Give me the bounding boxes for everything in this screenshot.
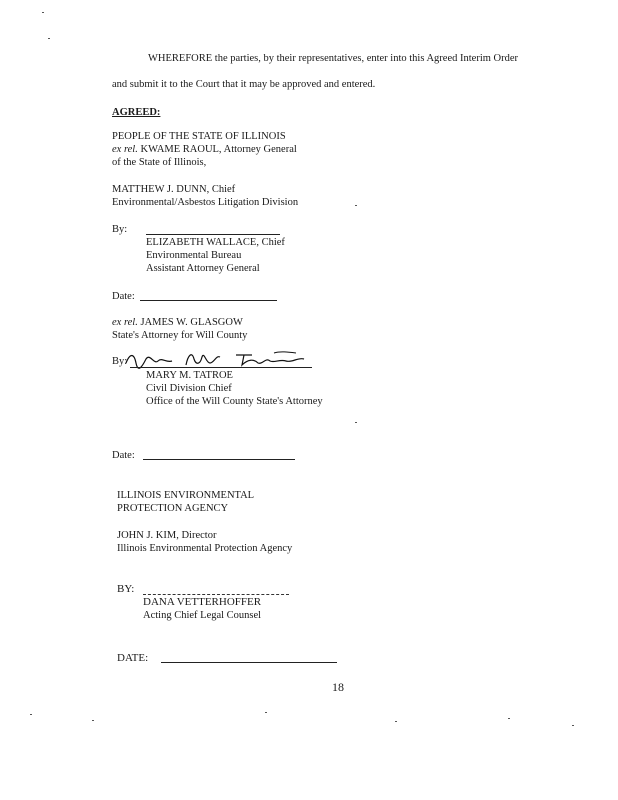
scan-speck (355, 422, 357, 423)
scan-speck (265, 712, 267, 713)
intro-line-2: and submit it to the Court that it may be approved and entered. (112, 79, 376, 90)
vetterhoffer-line-2: Acting Chief Legal Counsel (143, 610, 262, 621)
scan-speck (42, 12, 44, 13)
scan-speck (355, 205, 357, 206)
tatroe-line-3: Office of the Will County State's Attorney (146, 396, 323, 407)
scan-speck (508, 718, 510, 719)
people-line-1: PEOPLE OF THE STATE OF ILLINOIS (112, 131, 286, 142)
date-label: Date: (112, 291, 135, 302)
people-line-2 (112, 143, 297, 157)
date-line-3 (161, 662, 337, 663)
by-label-3: BY: (117, 583, 135, 595)
iepa-line-1: ILLINOIS ENVIRONMENTAL (117, 490, 255, 501)
signature-line-wallace (146, 234, 280, 235)
people-line-3: of the State of Illinois, (112, 157, 207, 168)
scan-speck (48, 38, 50, 39)
wallace-line-1: ELIZABETH WALLACE, Chief (146, 237, 285, 248)
vetterhoffer-line-1: DANA VETTERHOFFER (143, 596, 262, 608)
iepa-line-2: PROTECTION AGENCY (117, 503, 229, 514)
date-line-2 (143, 459, 295, 460)
signature-line-vetterhoffer (143, 594, 289, 595)
scan-speck (395, 721, 397, 722)
intro-line-1: WHEREFORE the parties, by their representatives, enter into this Agreed Interim Order (148, 53, 519, 64)
scan-speck (92, 720, 94, 721)
page-number: 18 (332, 680, 344, 694)
exrel-text-2: ex rel. (112, 317, 138, 328)
wallace-line-2: Environmental Bureau (146, 250, 242, 261)
kim-line-1: JOHN J. KIM, Director (117, 530, 217, 541)
scan-speck (30, 714, 32, 715)
by-label-2: By: (112, 356, 128, 367)
agreed-heading: AGREED: (112, 107, 161, 118)
by-label: By: (112, 224, 128, 235)
date-label-2: Date: (112, 450, 135, 461)
tatroe-line-2: Civil Division Chief (146, 383, 232, 394)
glasgow-line-2: State's Attorney for Will County (112, 330, 248, 341)
dunn-line-2: Environmental/Asbestos Litigation Division (112, 197, 299, 208)
wallace-line-3: Assistant Attorney General (146, 263, 260, 274)
glasgow-line-1-rest: JAMES W. GLASGOW (137, 317, 243, 328)
signature-line-tatroe (130, 367, 312, 368)
scan-speck (572, 725, 574, 726)
tatroe-line-1: MARY M. TATROE (146, 370, 233, 381)
date-label-3: DATE: (117, 652, 149, 664)
dunn-line-1: MATTHEW J. DUNN, Chief (112, 184, 236, 195)
kim-line-2: Illinois Environmental Protection Agency (117, 543, 293, 554)
date-line (140, 300, 277, 301)
exrel-text: ex rel. (112, 144, 138, 155)
glasgow-line-1 (112, 316, 243, 330)
people-line-2-rest: KWAME RAOUL, Attorney General (137, 144, 297, 155)
